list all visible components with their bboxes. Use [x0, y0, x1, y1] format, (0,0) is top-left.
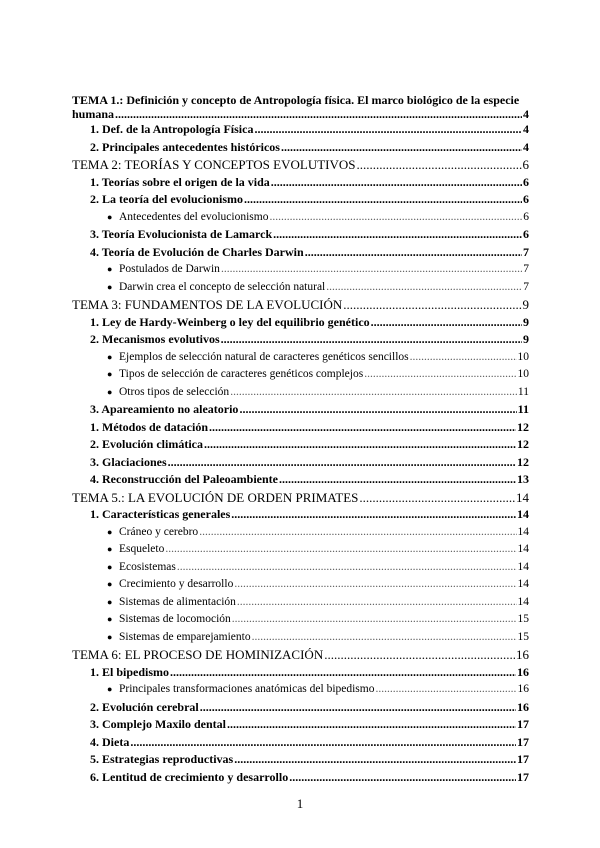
toc-entry-title: Tipos de selección de caracteres genéticos complejos	[119, 368, 364, 380]
toc-entry-title: Sistemas de locomoción	[119, 613, 231, 625]
toc-entry-page: 17	[517, 752, 529, 766]
toc-entry-row	[90, 664, 529, 682]
toc-entry-row	[90, 174, 529, 192]
toc-section-entry[interactable]	[72, 734, 529, 752]
toc-subsection-entry[interactable]	[72, 366, 529, 384]
toc-subsection-entry[interactable]	[72, 541, 529, 559]
toc-entry-row	[90, 226, 529, 244]
toc-entry-title: Sistemas de emparejamiento	[119, 630, 251, 643]
toc-entry-title: 3. Complejo Maxilo dental	[90, 717, 226, 731]
toc-entry-page: 9	[523, 314, 529, 329]
toc-entry-page: 14	[517, 507, 529, 521]
toc-entry-page: 4	[523, 122, 529, 136]
toc-entry-title: 4. Dieta	[90, 734, 130, 749]
toc-entry-title: 3. Glaciaciones	[90, 454, 167, 469]
toc-entry-row	[107, 279, 529, 297]
toc-entry-title: 1. El bipedismo	[90, 664, 170, 679]
dot-leader	[237, 594, 517, 612]
dot-leader	[410, 349, 517, 367]
toc-entry-page: 6	[523, 192, 529, 206]
bullet-icon: ●	[107, 211, 113, 222]
toc-entry-row	[72, 107, 529, 121]
toc-chapter-entry[interactable]	[72, 156, 529, 174]
bullet-icon: ●	[107, 386, 113, 397]
toc-entry-title: Cráneo y cerebro	[119, 525, 199, 538]
toc-entry-row	[107, 594, 529, 612]
toc-entry-row	[90, 436, 529, 454]
toc-entry-page: 14	[517, 595, 529, 608]
toc-section-entry[interactable]	[72, 226, 529, 244]
bullet-icon: ●	[107, 369, 113, 379]
toc-entry-title: TEMA 5.: LA EVOLUCIÓN DE ORDEN PRIMATES	[72, 489, 359, 505]
toc-entry-title: 3. Apareamiento no aleatorio	[90, 402, 239, 416]
toc-entry-title: 1. Teorías sobre el origen de la vida	[90, 174, 270, 189]
toc-entry-title: 2. La teoría del evolucionismo	[90, 192, 243, 206]
toc-subsection-entry[interactable]	[72, 576, 529, 594]
toc-entry-page: 12	[517, 437, 529, 451]
toc-entry-row	[72, 156, 529, 174]
bullet-icon: ●	[107, 281, 113, 292]
dot-leader	[227, 716, 516, 734]
dot-leader	[221, 331, 522, 349]
dot-leader	[279, 471, 516, 489]
toc-entry-page: 10	[517, 350, 529, 363]
toc-entry-title: Postulados de Darwin	[119, 263, 220, 275]
bullet-icon: ●	[107, 351, 113, 362]
toc-entry-title: Otros tipos de selección	[119, 385, 230, 398]
toc-section-entry[interactable]	[72, 471, 529, 489]
toc-section-entry[interactable]	[72, 419, 529, 437]
toc-entry-page: 11	[517, 385, 529, 398]
toc-entry-row	[90, 244, 529, 262]
toc-section-entry[interactable]	[72, 314, 529, 332]
toc-entry-title: TEMA 3: FUNDAMENTOS DE LA EVOLUCIÓN	[72, 297, 343, 312]
toc-entry-title: Crecimiento y desarrollo	[119, 578, 234, 590]
dot-leader	[130, 734, 516, 752]
toc-entry-page: 7	[523, 263, 529, 275]
dot-leader	[239, 401, 516, 419]
bullet-icon: ●	[107, 596, 113, 607]
bullet-icon: ●	[107, 684, 113, 694]
toc-entry-page: 11	[517, 402, 529, 416]
toc-entry-page: 7	[523, 244, 529, 259]
dot-leader	[343, 296, 521, 314]
dot-leader	[326, 279, 522, 297]
toc-entry-page: 6	[523, 210, 529, 223]
toc-entry-row	[107, 384, 529, 402]
bullet-icon: ●	[107, 614, 113, 624]
toc-entry-row	[90, 121, 529, 139]
toc-chapter-entry[interactable]	[72, 296, 529, 314]
bullet-icon: ●	[107, 264, 113, 274]
toc-section-entry[interactable]	[72, 191, 529, 209]
toc-entry-row	[107, 559, 529, 577]
toc-section-entry[interactable]	[72, 139, 529, 157]
toc-entry-row	[107, 209, 529, 227]
toc-subsection-entry[interactable]	[72, 279, 529, 297]
toc-entry-page: 6	[523, 174, 529, 189]
toc-entry-row	[90, 401, 529, 419]
toc-entry-title: Principales transformaciones anatómicas del bipedismo	[119, 683, 375, 695]
toc-entry-row	[90, 769, 529, 787]
toc-section-entry[interactable]	[72, 436, 529, 454]
toc-entry-page: 15	[517, 613, 529, 625]
toc-entry-page: 13	[517, 472, 529, 486]
toc-subsection-entry[interactable]	[72, 261, 529, 279]
toc-entry-page: 9	[522, 297, 529, 312]
toc-section-entry[interactable]	[72, 331, 529, 349]
toc-entry-title: TEMA 6: EL PROCESO DE HOMINIZACIÓN	[72, 647, 324, 662]
toc-section-entry[interactable]	[72, 454, 529, 472]
toc-section-entry[interactable]	[72, 121, 529, 139]
toc-entry-page: 6	[522, 157, 529, 172]
toc-entry-page: 14	[517, 560, 529, 573]
toc-entry-row	[72, 296, 529, 314]
toc-entry-title: Ecosistemas	[119, 560, 176, 573]
dot-leader	[221, 261, 522, 279]
toc-entry-page: 16	[517, 699, 529, 714]
toc-section-entry[interactable]	[72, 751, 529, 769]
toc-entry-page: 7	[523, 280, 529, 293]
toc-entry-page: 6	[523, 227, 529, 241]
dot-leader	[234, 576, 516, 594]
bullet-icon: ●	[107, 561, 113, 572]
dot-leader	[269, 209, 522, 227]
dot-leader	[375, 681, 516, 699]
toc-subsection-entry[interactable]	[72, 559, 529, 577]
toc-entry-row	[107, 366, 529, 384]
toc-subsection-entry[interactable]	[72, 384, 529, 402]
toc-subsection-entry[interactable]	[72, 594, 529, 612]
dot-leader	[357, 156, 522, 174]
toc-section-entry[interactable]	[72, 506, 529, 524]
toc-entry-page: 15	[517, 630, 529, 643]
dot-leader	[209, 419, 516, 437]
toc-entry-row	[107, 524, 529, 542]
toc-entry-row	[90, 454, 529, 472]
toc-subsection-entry[interactable]	[72, 524, 529, 542]
toc-entry-page: 14	[517, 543, 529, 555]
toc-entry-title: 6. Lentitud de crecimiento y desarrollo	[90, 769, 289, 784]
toc-entry-page: 10	[517, 368, 529, 380]
dot-leader	[165, 541, 516, 559]
toc-section-entry[interactable]	[72, 769, 529, 787]
dot-leader	[231, 506, 516, 524]
dot-leader	[281, 139, 522, 157]
toc-entry-page: 4	[523, 107, 529, 121]
toc-entry-row	[107, 261, 529, 279]
toc-entry-row	[90, 139, 529, 157]
toc-entry-row	[90, 314, 529, 332]
dot-leader	[271, 174, 522, 192]
dot-leader	[234, 751, 516, 769]
toc-entry-page: 9	[523, 332, 529, 346]
bullet-icon: ●	[107, 526, 113, 537]
dot-leader	[324, 646, 515, 664]
dot-leader	[170, 664, 516, 682]
toc-entry-title: humana	[72, 107, 115, 121]
toc-entry-title: Antecedentes del evolucionismo	[119, 210, 269, 223]
toc-entry-page: 16	[516, 647, 529, 662]
dot-leader	[252, 629, 517, 647]
toc-subsection-entry[interactable]	[72, 611, 529, 629]
toc-section-entry[interactable]	[72, 244, 529, 262]
toc-subsection-entry[interactable]	[72, 349, 529, 367]
toc-entry-title: 2. Evolución climática	[90, 437, 203, 451]
toc-entry-row	[90, 699, 529, 717]
toc-entry-title: 4. Reconstrucción del Paleoambiente	[90, 472, 278, 486]
toc-entry-page: 17	[517, 769, 529, 784]
toc-subsection-entry[interactable]	[72, 681, 529, 699]
toc-entry-row	[90, 419, 529, 437]
toc-entry-row	[90, 716, 529, 734]
toc-chapter-entry[interactable]	[72, 646, 529, 664]
dot-leader	[168, 454, 516, 472]
toc-entry-title: Ejemplos de selección natural de caracteres genéticos sencillos	[119, 350, 409, 363]
toc-entry-row	[107, 611, 529, 629]
toc-section-entry[interactable]	[72, 174, 529, 192]
dot-leader	[305, 244, 522, 262]
toc-entry-title: 5. Estrategias reproductivas	[90, 752, 234, 766]
toc-entry-title: 1. Ley de Hardy-Weinberg o ley del equilibrio genético	[90, 314, 370, 329]
toc-entry-row	[90, 506, 529, 524]
bullet-icon: ●	[107, 579, 113, 589]
dot-leader	[232, 611, 517, 629]
dot-leader	[254, 121, 522, 139]
toc-entry-title: Sistemas de alimentación	[119, 595, 236, 608]
toc-entry-title: 1. Características generales	[90, 507, 231, 521]
toc-entry-title: TEMA 2: TEORÍAS Y CONCEPTOS EVOLUTIVOS	[72, 157, 356, 172]
toc-entry-row	[107, 629, 529, 647]
toc-entry-row	[107, 576, 529, 594]
toc-entry-row	[107, 349, 529, 367]
dot-leader	[244, 191, 522, 209]
dot-leader	[115, 107, 522, 121]
toc-entry-page: 14	[516, 489, 529, 505]
toc-entry-page: 16	[517, 683, 529, 695]
toc-entry-title: 2. Principales antecedentes históricos	[90, 139, 280, 154]
toc-entry-page: 17	[517, 717, 529, 731]
toc-subsection-entry[interactable]	[72, 629, 529, 647]
toc-entry-row	[90, 471, 529, 489]
toc-entry-title: 4. Teoría de Evolución de Charles Darwin	[90, 244, 304, 259]
toc-entry-page: 17	[517, 734, 529, 749]
toc-entry-title: 1. Def. de la Antropología Física	[90, 122, 254, 136]
dot-leader	[204, 436, 516, 454]
dot-leader	[359, 489, 515, 507]
toc-entry-row	[90, 191, 529, 209]
bullet-icon: ●	[107, 544, 113, 554]
toc-entry-row	[72, 489, 529, 507]
toc-subsection-entry[interactable]	[72, 209, 529, 227]
toc-chapter-entry[interactable]	[72, 93, 529, 121]
dot-leader	[200, 699, 516, 717]
toc-entry-title: Darwin crea el concepto de selección natural	[119, 280, 326, 293]
toc-entry-row	[90, 331, 529, 349]
toc-section-entry[interactable]	[72, 699, 529, 717]
toc-entry-title: 2. Mecanismos evolutivos	[90, 332, 220, 346]
toc-entry-row	[107, 541, 529, 559]
toc-entry-page: 14	[517, 578, 529, 590]
toc-chapter-entry[interactable]	[72, 489, 529, 507]
toc-entry-title: Esqueleto	[119, 543, 165, 555]
toc-entry-title: 3. Teoría Evolucionista de Lamarck	[90, 227, 273, 241]
toc-section-entry[interactable]	[72, 664, 529, 682]
dot-leader	[289, 769, 516, 787]
toc-section-entry[interactable]	[72, 716, 529, 734]
toc-entry-title-line: TEMA 1.: Definición y concepto de Antropología física. El marco biológico de la especie	[72, 93, 520, 107]
dot-leader	[371, 314, 522, 332]
table-of-contents	[72, 93, 529, 786]
toc-entry-title: 1. Métodos de datación	[90, 419, 208, 434]
dot-leader	[199, 524, 516, 542]
bullet-icon: ●	[107, 631, 113, 642]
toc-entry-page: 16	[517, 664, 529, 679]
dot-leader	[364, 366, 516, 384]
dot-leader	[273, 226, 522, 244]
page-number: 1	[296, 796, 304, 811]
toc-section-entry[interactable]	[72, 401, 529, 419]
toc-entry-row	[72, 646, 529, 664]
toc-entry-row	[90, 734, 529, 752]
toc-entry-title: 2. Evolución cerebral	[90, 699, 199, 714]
toc-entry-row	[90, 751, 529, 769]
dot-leader	[177, 559, 517, 577]
toc-entry-page: 4	[523, 139, 529, 154]
toc-entry-row	[107, 681, 529, 699]
toc-entry-page: 12	[517, 419, 529, 434]
dot-leader	[230, 384, 517, 402]
toc-entry-page: 12	[517, 454, 529, 469]
toc-entry-page: 14	[517, 525, 529, 538]
